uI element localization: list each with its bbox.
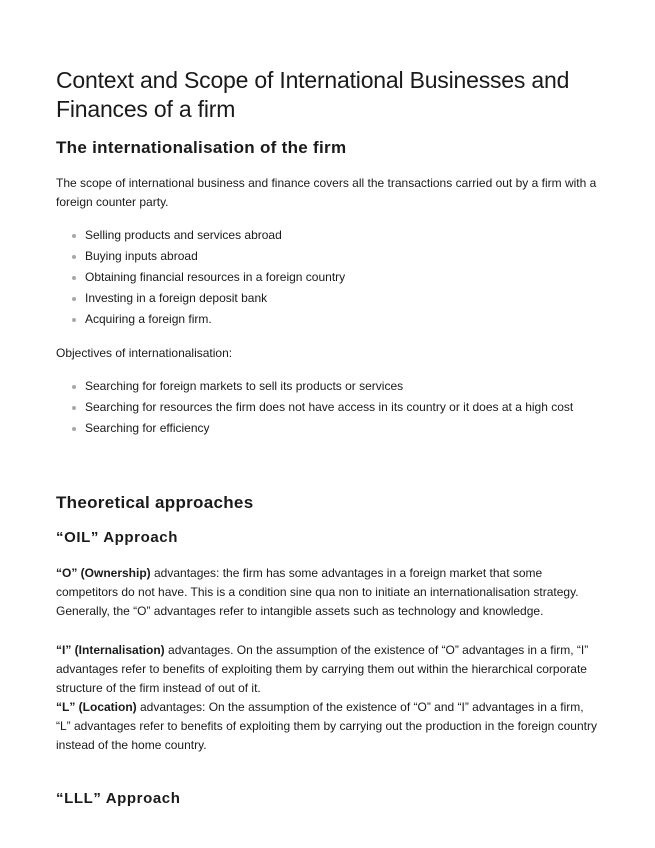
list-item: Acquiring a foreign firm. (56, 310, 586, 329)
list-item: Searching for resources the firm does not have access in its country or it does at a high cost (56, 398, 586, 417)
list-item: Searching for efficiency (56, 419, 586, 438)
list-item: Searching for foreign markets to sell its products or services (56, 377, 586, 396)
list-item: Buying inputs abroad (56, 247, 586, 266)
subheading-lll-approach: “LLL” Approach (56, 790, 181, 807)
oil-location-paragraph (56, 698, 601, 755)
document-title: Context and Scope of International Businesses and Finances of a firm (56, 67, 570, 122)
location-text: advantages: On the assumption of the existence of “O” and “I” advantages in a firm, “L” advantages refer to benefits of exploiting them by carrying out the production in the foreign country instead of the home country. (56, 700, 597, 752)
section-heading-theoretical-approaches: Theoretical approaches (56, 493, 254, 512)
ownership-term: “O” (Ownership) (56, 566, 151, 580)
activities-list (56, 226, 586, 331)
section-heading-internationalisation: The internationalisation of the firm (56, 138, 347, 157)
oil-ownership-paragraph (56, 564, 601, 621)
location-term: “L” (Location) (56, 700, 137, 714)
objectives-list (56, 377, 586, 440)
internalisation-term: “I” (Internalisation) (56, 643, 165, 657)
list-item: Investing in a foreign deposit bank (56, 289, 586, 308)
list-item: Selling products and services abroad (56, 226, 586, 245)
internalisation-text: advantages. On the assumption of the existence of “O” advantages in a firm, “I” advantages refer to benefits of exploiting them by carrying them out within the hierarchical corporate structure of the firm instead of out of it. (56, 643, 589, 695)
subheading-oil-approach: “OIL” Approach (56, 529, 179, 546)
ownership-text: advantages: the firm has some advantages in a foreign market that some competitors do not have. This is a condition sine qua non to initiate an internationalisation strategy. Generally, the “O” advantages refer to intangible assets such as technology and knowledge. (56, 566, 579, 618)
objectives-label: Objectives of internationalisation: (56, 346, 233, 360)
intro-paragraph: The scope of international business and finance covers all the transactions carried out by a firm with a foreign counter party. (56, 176, 597, 209)
list-item: Obtaining financial resources in a foreign country (56, 268, 586, 287)
oil-internalisation-paragraph (56, 641, 601, 698)
